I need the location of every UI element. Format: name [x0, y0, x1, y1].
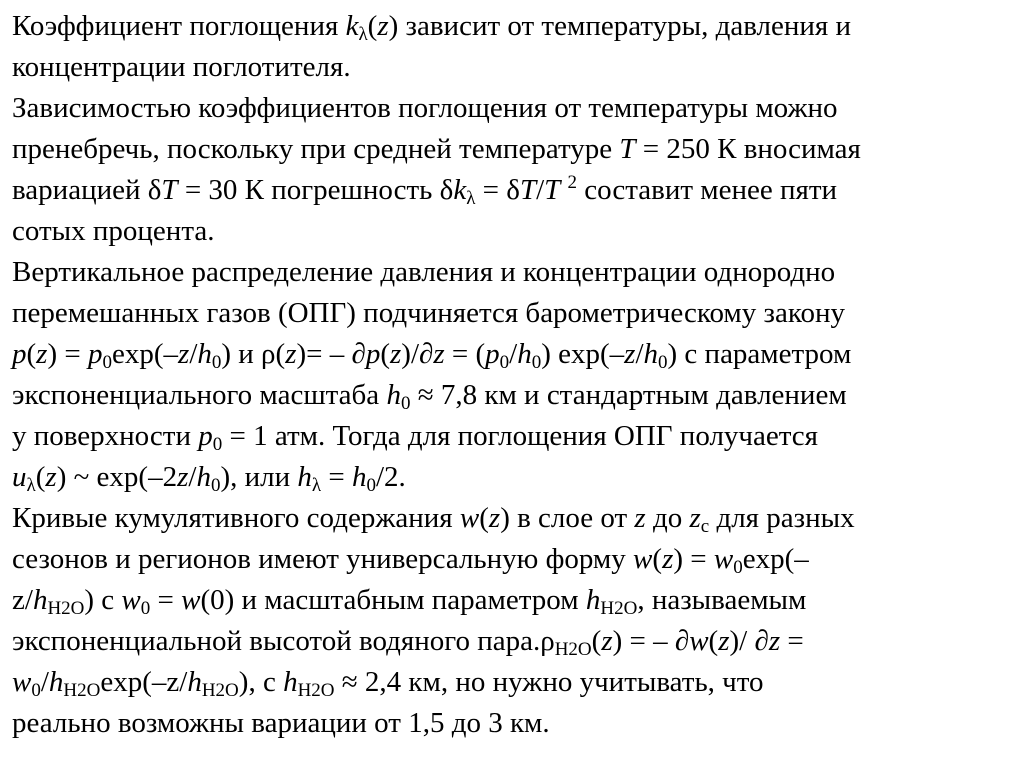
text-line-14: сезонов и регионов имеют универсальную форму $w(z) = w_0\exp(-$	[12, 543, 809, 578]
text-line-6: сотых процента.	[12, 215, 215, 247]
text-line-11: у поверхности $p_0 = 1$ атм. Тогда для поглощения ОПГ получается	[12, 420, 818, 455]
text-line-3: Зависимостью коэффициентов поглощения от температуры можно	[12, 92, 838, 124]
text-line-12: $u_\lambda(z)$ ~ $\exp(-2z/h_0)$, или $h_\lambda = h_0/2$.	[12, 461, 406, 496]
text-line-15: $z/h_{H2O}$) с $w_0 = w(0)$ и масштабным параметром $h_{H2O}$, называемым	[12, 584, 807, 619]
text-line-17: $w_0/h_{H2O}\exp(-z/h_{H2O})$, с $h_{H2O} \approx 2,4$ км, но нужно учитывать, что	[12, 666, 764, 701]
text-line-13: Кривые кумулятивного содержания w(z) в слое от z до $z_с$ для разных	[12, 502, 855, 537]
text-line-10: экспоненциального масштаба $h_0 \approx 7,8$ км и стандартным давлением	[12, 379, 847, 414]
paragraph-barometric-law	[12, 252, 1016, 498]
paragraph-temperature-dependence	[12, 88, 1016, 252]
slide-text-body	[12, 6, 1016, 762]
text-line-9: $p(z) = p_0\exp(-z/h_0)$ и $\rho(z)= - \partial p(z)/\partial z = (p_0/h_0)$ $\exp(-z/h_0)$ с параметром	[12, 338, 852, 373]
paragraph-cumulative-content	[12, 498, 1016, 744]
text-line-4: пренебречь, поскольку при средней температуре T = 250 К вносимая	[12, 133, 861, 165]
text-line-1: Коэффициент поглощения $k_\lambda(z)$ зависит от температуры, давления и	[12, 10, 852, 45]
text-line-8: перемешанных газов (ОПГ) подчиняется барометрическому закону	[12, 297, 845, 329]
text-line-5: вариацией δT = 30 К погрешность $\delta k_\lambda = \delta T/T$ $^2$ составит менее пяти	[12, 172, 838, 209]
paragraph-absorption-coefficient	[12, 6, 1016, 88]
text-line-2: концентрации поглотителя.	[12, 51, 351, 83]
text-line-7: Вертикальное распределение давления и концентрации однородно	[12, 256, 836, 288]
text-line-18: реально возможны вариации от 1,5 до 3 км.	[12, 707, 550, 739]
text-line-16: экспоненциальной высотой водяного $пара.\rho_{H2O}(z)$ = – ∂w(z)/ ∂z =	[12, 625, 804, 660]
